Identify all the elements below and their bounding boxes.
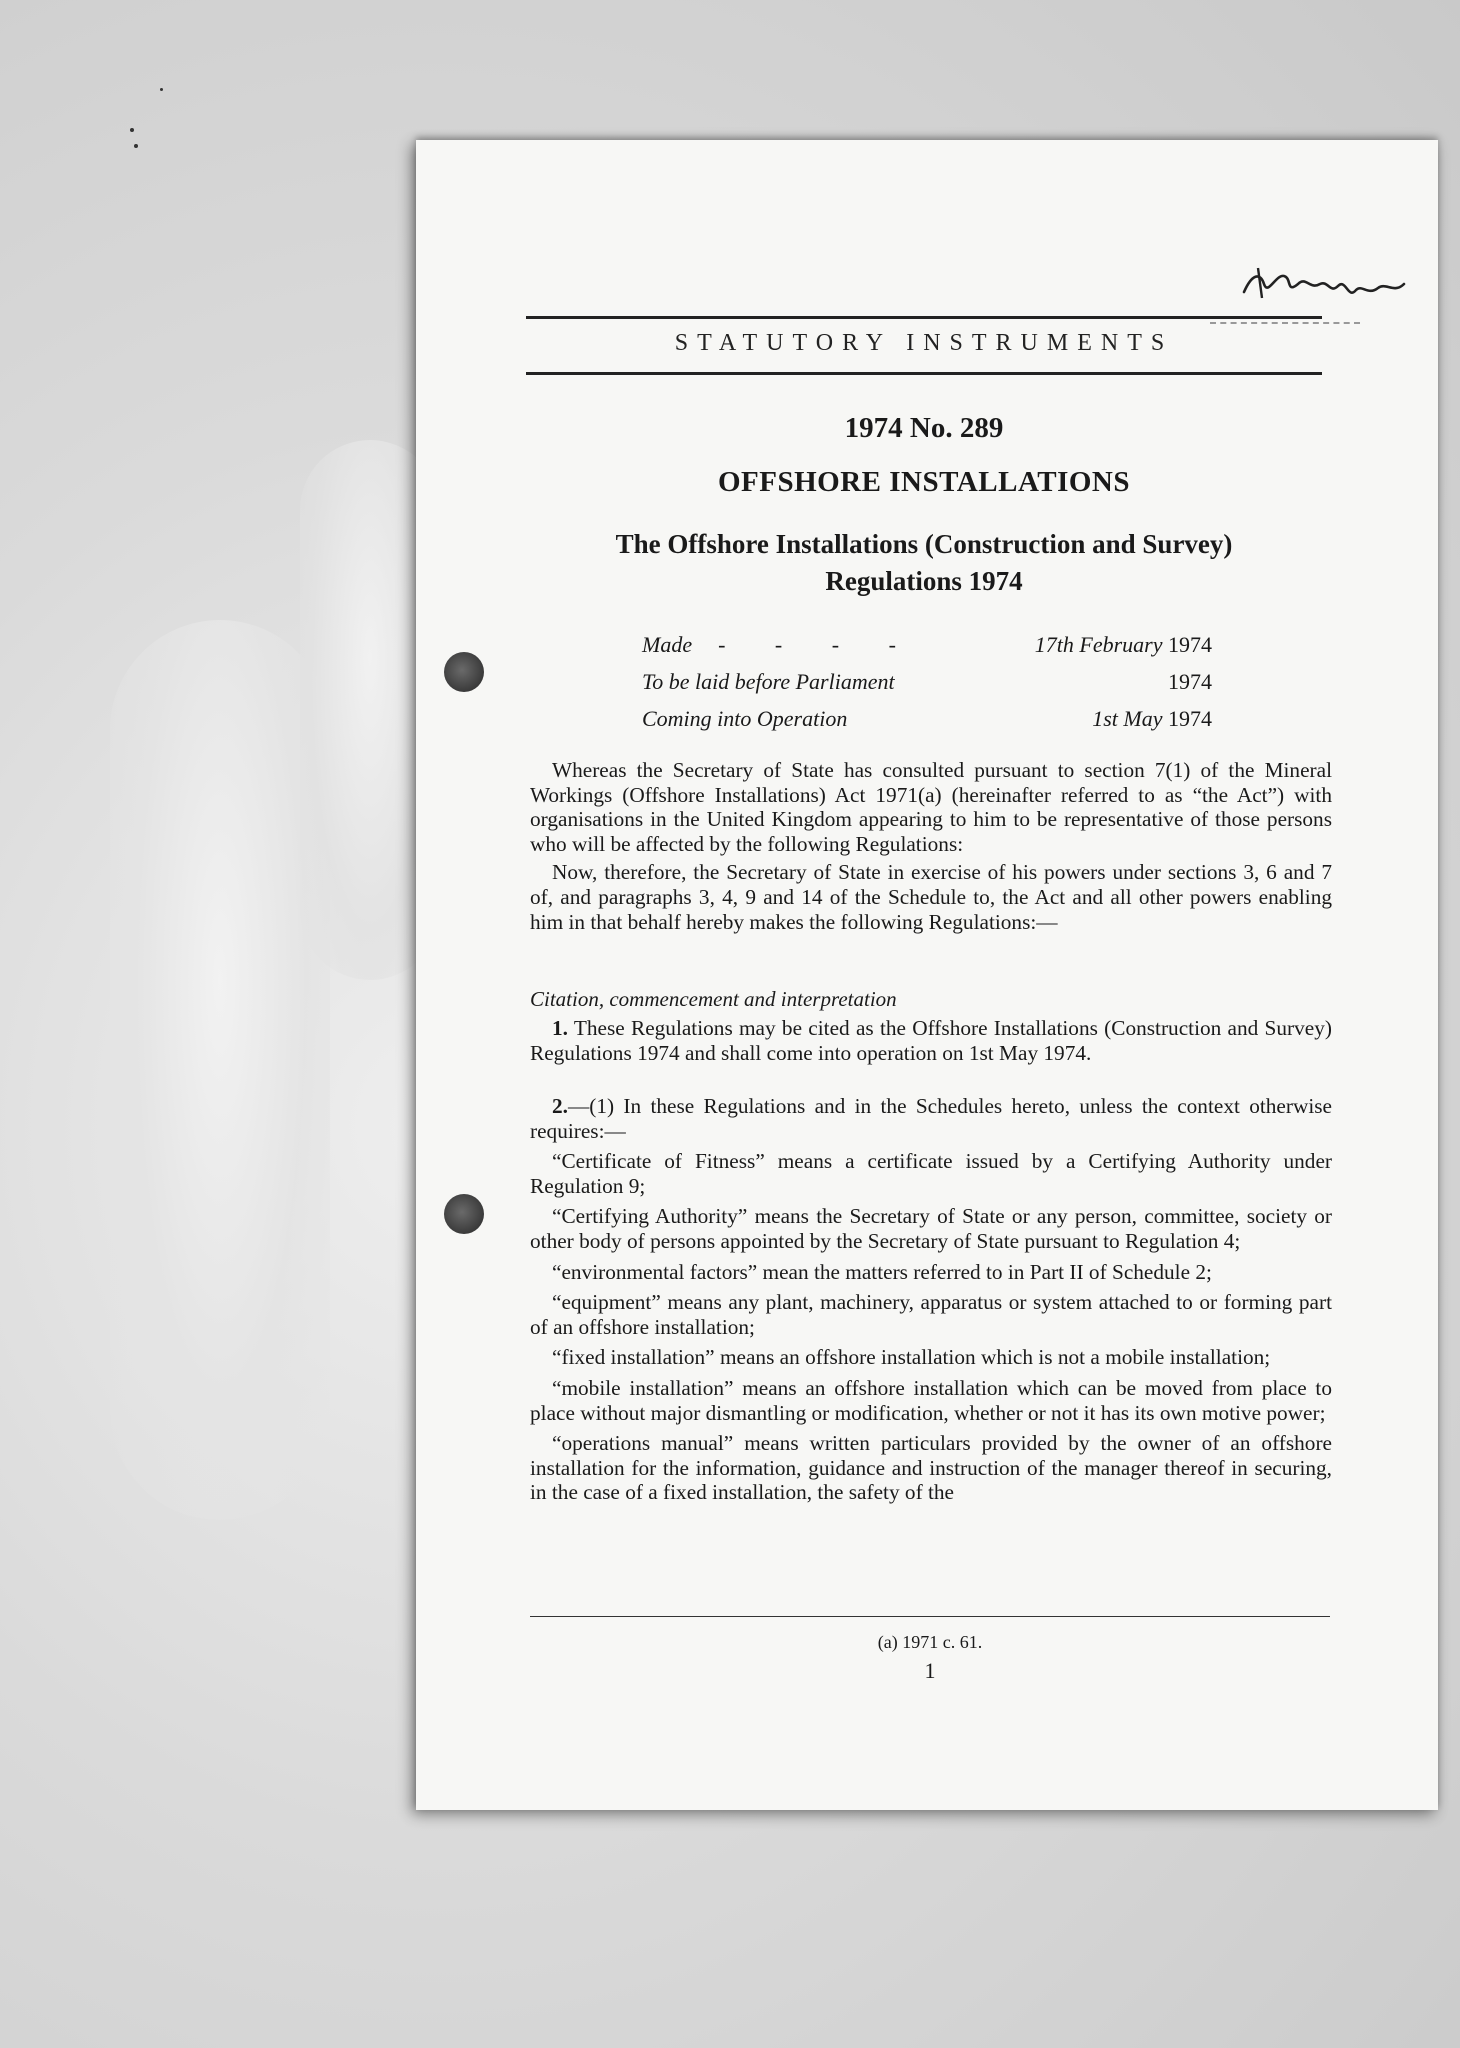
- section-heading: Citation, commencement and interpretation: [530, 987, 897, 1011]
- dust-speck: [134, 144, 138, 148]
- date-label: Made: [642, 632, 693, 657]
- date-year: 1974: [1168, 632, 1212, 657]
- title-rule: [526, 372, 1322, 375]
- date-label: Coming into Operation: [642, 706, 848, 731]
- footnote-rule: [530, 1616, 1330, 1617]
- regulation-number: 2.: [552, 1094, 568, 1118]
- date-value: 17th February: [1034, 632, 1163, 657]
- definition: “mobile installation” means an offshore installation which can be moved from place to place without major dismantling or modification, whether or not it has its own motive power;: [530, 1375, 1332, 1425]
- date-row-made: [642, 632, 1212, 658]
- date-year: 1974: [1168, 706, 1212, 731]
- date-row-operation: [642, 706, 1212, 732]
- regulations-title: [526, 526, 1322, 600]
- dashed-line: [1210, 322, 1360, 326]
- preamble: [530, 758, 1332, 934]
- definition: “fixed installation” means an offshore installation which is not a mobile installation;: [552, 1345, 1271, 1370]
- regulation-text: These Regulations may be cited as the Offshore Installations (Construction and Survey) Regulations 1974 and shall come into operation on 1st May 1974.: [530, 1016, 1332, 1065]
- hand-shadow: [110, 620, 330, 1520]
- regulation-number: 1.: [552, 1016, 568, 1040]
- punch-hole: [444, 1194, 484, 1234]
- definition: “environmental factors” mean the matters referred to in Part II of Schedule 2;: [552, 1259, 1212, 1284]
- regulation-2: [530, 1094, 1332, 1505]
- title-line-1: The Offshore Installations (Construction and Survey): [615, 529, 1233, 559]
- regulation-text: —(1) In these Regulations and in the Schedules hereto, unless the context otherwise requires:—: [530, 1094, 1332, 1143]
- definition: “Certificate of Fitness” means a certificate issued by a Certifying Authority under Regulation 9;: [530, 1149, 1332, 1198]
- top-rule: [526, 316, 1322, 319]
- punch-hole: [444, 652, 484, 692]
- preamble-whereas: Whereas the Secretary of State has consulted pursuant to section 7(1) of the Mineral Workings (Offshore Installations) Act 1971(a) (hereinafter referred to as “the Act”) with organisations in the United Kingdom appearing to him to be representative of those persons who will be affected by the following Regulations:: [530, 758, 1332, 856]
- footnote: (a) 1971 c. 61.: [877, 1632, 983, 1652]
- title-line-2: Regulations 1974: [825, 566, 1023, 596]
- handwritten-signature: [1238, 254, 1418, 314]
- definition: “operations manual” means written particulars provided by the owner of an offshore installation for the information, guidance and instruction of the manager thereof in securing, in the case of a fixed installation, the safety of the: [530, 1431, 1332, 1505]
- date-row-laid: [642, 669, 1212, 695]
- dust-speck: [130, 128, 134, 132]
- regulation-1: [530, 1016, 1332, 1065]
- leader-dashes: - - - -: [718, 632, 918, 657]
- dust-speck: [160, 88, 163, 91]
- preamble-now-therefore: Now, therefore, the Secretary of State in exercise of his powers under sections 3, 6 and 7 of, and paragraphs 3, 4, 9 and 14 of the Schedule to, the Act and all other powers enabling him in that behalf hereby makes the following Regulations:—: [530, 860, 1332, 934]
- instrument-number: 1974 No. 289: [844, 412, 1004, 444]
- definition: “equipment” means any plant, machinery, apparatus or system attached to or forming part of an offshore installation;: [530, 1290, 1332, 1339]
- date-value: 1st May: [1092, 706, 1163, 731]
- page-number: 1: [924, 1658, 936, 1683]
- definition: “Certifying Authority” means the Secretary of State or any person, committee, society or other body of persons appointed by the Secretary of State pursuant to Regulation 4;: [530, 1204, 1332, 1253]
- date-year: 1974: [1168, 669, 1212, 694]
- subject-heading: OFFSHORE INSTALLATIONS: [718, 466, 1130, 498]
- series-title: STATUTORY INSTRUMENTS: [674, 330, 1174, 356]
- date-label: To be laid before Parliament: [642, 669, 895, 694]
- document-page: [416, 140, 1438, 1810]
